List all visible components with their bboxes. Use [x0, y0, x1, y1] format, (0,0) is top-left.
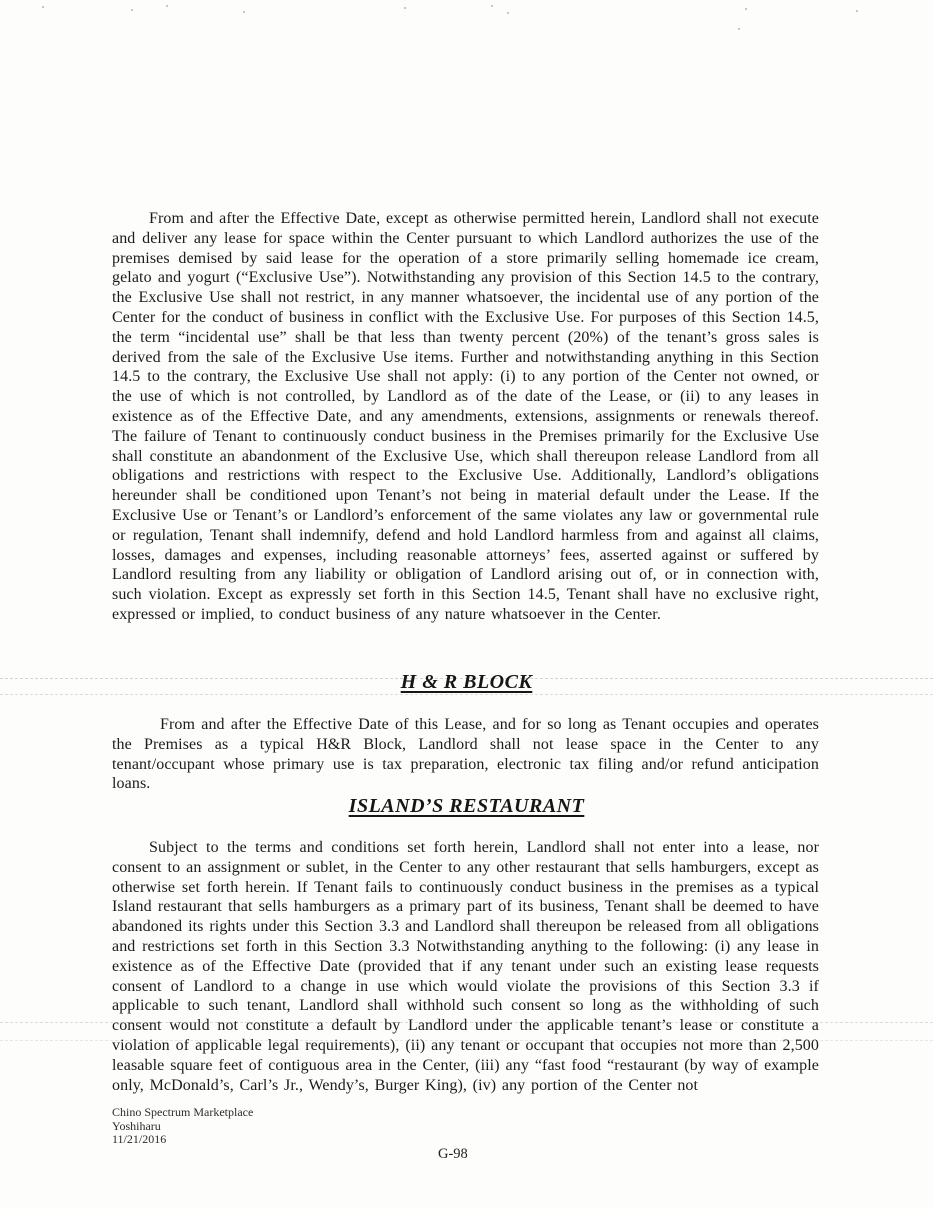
section-heading-hr-block-text: H & R BLOCK: [400, 671, 533, 693]
scan-speck: [42, 6, 44, 8]
scan-speck: [745, 8, 747, 10]
scan-speck: [507, 12, 509, 14]
paragraph-islands-restaurant: Subject to the terms and conditions set forth herein, Landlord shall not enter into a lease, nor consent to an assignment or sublet, in the Center to any other restaurant that sells hamburgers, except as otherwise set forth herein. If Tenant fails to continuously conduct business in the premises as a typical Island restaurant that sells hamburgers as a primary part of its business, Tenant shall be deemed to have abandoned its rights under this Section 3.3 and Landlord shall thereupon be released from all obligations and restrictions set forth in this Section 3.3 Notwithstanding anything to the following: (i) any lease in existence as of the Effective Date (provided that if any tenant under such an existing lease requests consent of Landlord to a change in use which would violate the provisions of this Section 3.3 if applicable to such tenant, Landlord shall withhold such consent so long as the withholding of such consent would not constitute a default by Landlord under the applicable tenant’s lease or constitute a violation of applicable legal requirements), (ii) any tenant or occupant that occupies not more than 2,500 leasable square feet of contiguous area in the Center, (iii) any “fast food “restaurant (by way of example only, McDonald’s, Carl’s Jr., Wendy’s, Burger King), (iv) any portion of the Center not: [112, 839, 819, 1094]
scan-speck: [243, 11, 245, 13]
scan-speck: [738, 28, 740, 30]
scan-artifact-line: [0, 694, 933, 695]
footer-party-name: Yoshiharu: [112, 1118, 161, 1133]
section-heading-hr-block: [0, 671, 933, 694]
scan-speck: [491, 5, 493, 7]
scan-speck: [166, 5, 168, 7]
footer-date: 11/21/2016: [112, 1132, 167, 1146]
scan-speck: [856, 10, 858, 12]
scan-speck: [404, 7, 406, 9]
paragraph-hr-block: From and after the Effective Date of this Lease, and for so long as Tenant occupies and operates the Premises as a typical H&R Block, Landlord shall not lease space in the Center to any tenant/occupant whose primary use is tax preparation, electronic tax filing and/or refund anticipation loans.: [112, 716, 819, 793]
page-number: G-98: [438, 1146, 468, 1162]
section-heading-islands-restaurant-text: ISLAND’S RESTAURANT: [348, 795, 585, 817]
footer: [112, 1106, 253, 1147]
footer-project-name: Chino Spectrum Marketplace: [112, 1105, 254, 1119]
section-heading-islands-restaurant: [0, 795, 933, 818]
paragraph-exclusive-use: From and after the Effective Date, except as otherwise permitted herein, Landlord shall not execute and deliver any lease for space within the Center pursuant to which Landlord authorizes the use of the premises demised by said lease for the operation of a store primarily selling homemade ice cream, gelato and yogurt (“Exclusive Use”). Notwithstanding any provision of this Section 14.5 to the contrary, the Exclusive Use shall not restrict, in any manner whatsoever, the incidental use of any portion of the Center for the conduct of business in conflict with the Exclusive Use. For purposes of this Section 14.5, the term “incidental use” shall be that less than twenty percent (20%) of the tenant’s gross sales is derived from the sale of the Exclusive Use items. Further and notwithstanding anything in this Section 14.5 to the contrary, the Exclusive Use shall not apply: (i) to any portion of the Center not owned, or the use of which is not controlled, by Landlord as of the date of the Lease, or (ii) to any leases in existence as of the Effective Date, and any amendments, extensions, assignments or renewals thereof. The failure of Tenant to continuously conduct business in the Premises primarily for the Exclusive Use shall constitute an abandonment of the Exclusive Use, which shall thereupon release Landlord from all obligations and restrictions with respect to the Exclusive Use. Additionally, Landlord’s obligations hereunder shall be conditioned upon Tenant’s not being in material default under the Lease. If the Exclusive Use or Tenant’s or Landlord’s enforcement of the same violates any law or governmental rule or regulation, Tenant shall indemnify, defend and hold Landlord harmless from and against all claims, losses, damages and expenses, including reasonable attorneys’ fees, asserted against or suffered by Landlord resulting from any liability or obligation of Landlord arising out of, or in connection with, such violation. Except as expressly set forth in this Section 14.5, Tenant shall have no exclusive right, expressed or implied, to conduct business of any nature whatsoever in the Center.: [112, 210, 819, 623]
scan-speck: [131, 9, 133, 11]
